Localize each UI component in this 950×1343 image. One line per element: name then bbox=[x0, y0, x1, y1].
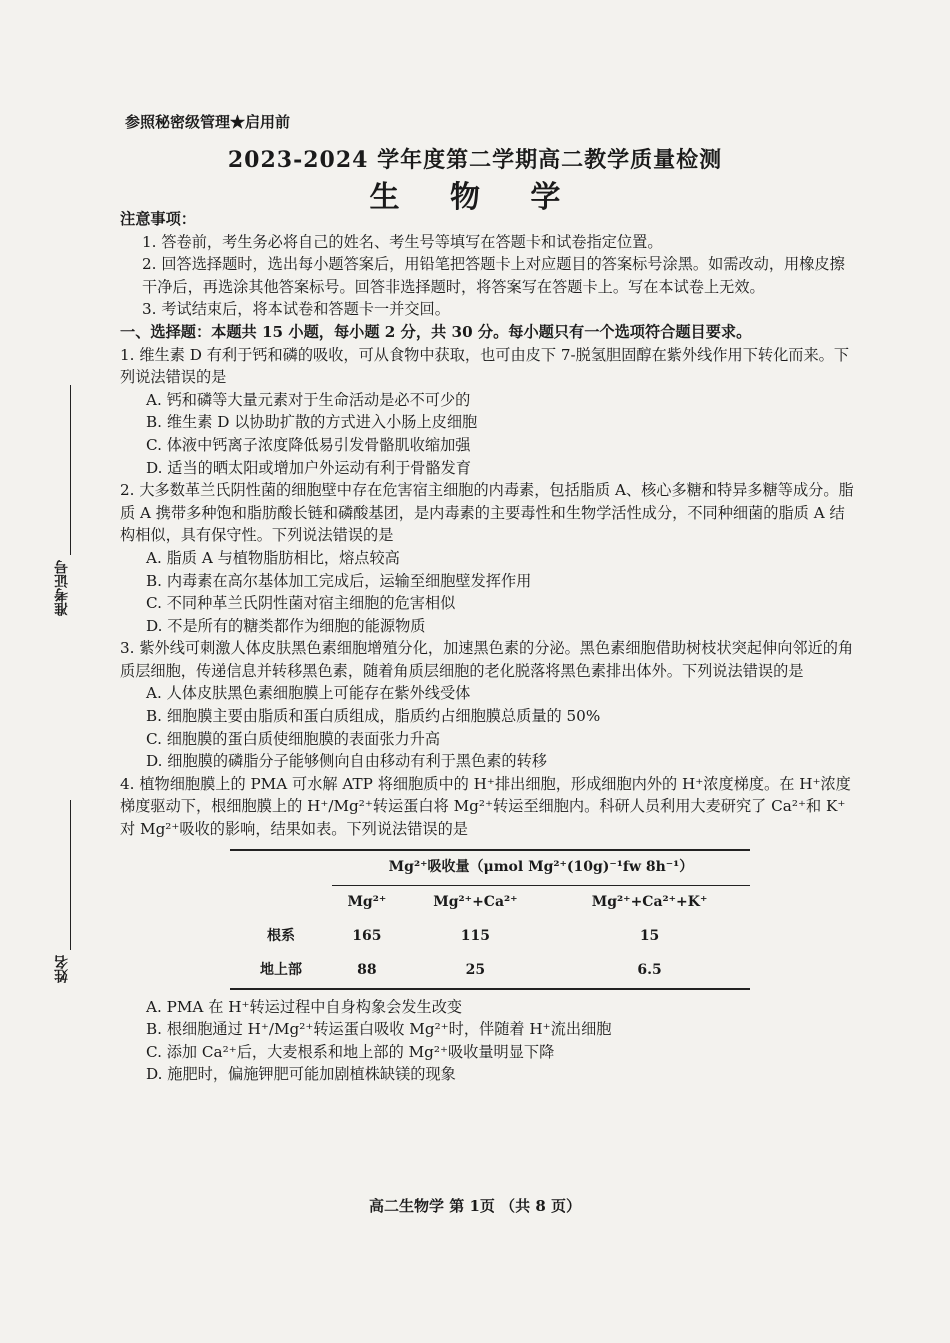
question-option: D. 施肥时，偏施钾肥可能加剧植株缺镁的现象 bbox=[146, 1065, 456, 1084]
question-option: C. 不同种革兰氏阴性菌对宿主细胞的危害相似 bbox=[146, 594, 456, 613]
table-column-header: Mg²⁺+Ca²⁺+K⁺ bbox=[549, 885, 750, 920]
table-cell: 115 bbox=[460, 928, 491, 945]
table-group-header: Mg²⁺吸收量（μmol Mg²⁺(10g)⁻¹fw 8h⁻¹） bbox=[332, 850, 750, 886]
question-option: D. 细胞膜的磷脂分子能够侧向自由移动有利于黑色素的转移 bbox=[146, 752, 547, 771]
table-cell: 15 bbox=[639, 928, 660, 945]
row-label: 地上部 bbox=[230, 954, 332, 989]
question-stem: 1. 维生素 D 有利于钙和磷的吸收，可从食物中获取，也可由皮下 7-脱氢胆固醇在紫外线作用下转化而来。下列说法错误的是 bbox=[120, 345, 850, 387]
section-heading: 一、选择题：本题共 15 小题，每小题 2 分，共 30 分。每小题只有一个选项符合题目要求。 bbox=[120, 322, 752, 341]
subject-title: 生 物 学 bbox=[369, 180, 581, 215]
question-option: D. 适当的晒太阳或增加户外运动有利于骨骼发育 bbox=[146, 458, 472, 477]
table-row bbox=[230, 920, 750, 954]
name-label: 姓名 bbox=[54, 955, 70, 983]
question-stem: 3. 紫外线可刺激人体皮肤黑色素细胞增殖分化，加速黑色素的分泌。黑色素细胞借助树枝状突起伸向邻近的角质层细胞，传递信息并转移黑色素，随着角质层细胞的老化脱落将黑色素排出体外。下列说法错误的是 bbox=[120, 639, 854, 680]
table-cell: 6.5 bbox=[549, 954, 750, 989]
confidential-label: 参照秘密级管理★启用前 bbox=[125, 113, 291, 131]
exam-content bbox=[120, 208, 855, 1086]
page-title: 2023-2024 学年度第二学期高二教学质量检测 bbox=[227, 147, 723, 173]
mg-uptake-table bbox=[230, 849, 750, 990]
question-option: D. 不是所有的糖类都作为细胞的能源物质 bbox=[146, 616, 426, 635]
question-option: C. 体液中钙离子浓度降低易引发骨骼肌收缩加强 bbox=[146, 435, 471, 454]
notice-heading: 注意事项： bbox=[120, 210, 196, 228]
notice-item: 2. 回答选择题时，选出每小题答案后，用铅笔把答题卡上对应题目的答案标号涂黑。如需改动，用橡皮擦干净后，再选涂其他答案标号。回答非选择题时，将答案写在答题卡上。写在本试卷上无效。 bbox=[142, 255, 845, 296]
question-option: C. 细胞膜的蛋白质使细胞膜的表面张力升高 bbox=[146, 729, 441, 748]
notice-item: 3. 考试结束后，将本试卷和答题卡一并交回。 bbox=[142, 300, 450, 319]
notice-item: 1. 答卷前，考生务必将自己的姓名、考生号等填写在答题卡和试卷指定位置。 bbox=[142, 232, 663, 251]
question-option: B. 根细胞通过 H⁺/Mg²⁺转运蛋白吸收 Mg²⁺时，伴随着 H⁺流出细胞 bbox=[146, 1020, 612, 1039]
question-option: B. 细胞膜主要由脂质和蛋白质组成，脂质约占细胞膜总质量的 50% bbox=[146, 707, 601, 726]
name-line bbox=[70, 800, 71, 950]
table-cell: 88 bbox=[332, 954, 402, 989]
exam-id-label: 准考证号 bbox=[54, 560, 70, 616]
question-option: B. 内毒素在高尔基体加工完成后，运输至细胞壁发挥作用 bbox=[146, 571, 532, 590]
table-cell: 165 bbox=[352, 928, 382, 945]
question-option: A. PMA 在 H⁺转运过程中自身构象会发生改变 bbox=[146, 997, 463, 1016]
question-option: B. 维生素 D 以协助扩散的方式进入小肠上皮细胞 bbox=[146, 413, 478, 432]
question-option: C. 添加 Ca²⁺后，大麦根系和地上部的 Mg²⁺吸收量明显下降 bbox=[146, 1042, 555, 1061]
row-label: 根系 bbox=[267, 928, 295, 945]
exam-id-line bbox=[70, 385, 71, 555]
table-column-header: Mg²⁺+Ca²⁺ bbox=[402, 885, 549, 920]
question-stem: 2. 大多数革兰氏阴性菌的细胞壁中存在危害宿主细胞的内毒素，包括脂质 A、核心多糖和特异多糖等成分。脂质 A 携带多种饱和脂肪酸长链和磷酸基团，是内毒素的主要毒性和生物学活性成分，不同种细菌的脂质 A 结构相似，具有保守性。下列说法错误的是 bbox=[120, 481, 854, 545]
question-option: A. 人体皮肤黑色素细胞膜上可能存在紫外线受体 bbox=[146, 684, 471, 703]
question-stem: 4. 植物细胞膜上的 PMA 可水解 ATP 将细胞质中的 H⁺排出细胞，形成细胞内外的 H⁺浓度梯度。在 H⁺浓度梯度驱动下，根细胞膜上的 H⁺/Mg²⁺转运蛋白将 Mg²⁺转运至细胞内。科研人员利用大麦研究了 Ca²⁺和 K⁺对 Mg²⁺吸收的影响，结果如表。下列说法错误的是 bbox=[120, 774, 851, 839]
question-option: A. 脂质 A 与植物脂肪相比，熔点较高 bbox=[146, 548, 400, 567]
table-cell: 25 bbox=[402, 954, 549, 989]
question-option: A. 钙和磷等大量元素对于生命活动是必不可少的 bbox=[146, 390, 471, 409]
table-row bbox=[230, 954, 750, 989]
table-column-header: Mg²⁺ bbox=[332, 885, 402, 920]
page-footer: 高二生物学 第 1页 （共 8 页） bbox=[369, 1197, 581, 1215]
